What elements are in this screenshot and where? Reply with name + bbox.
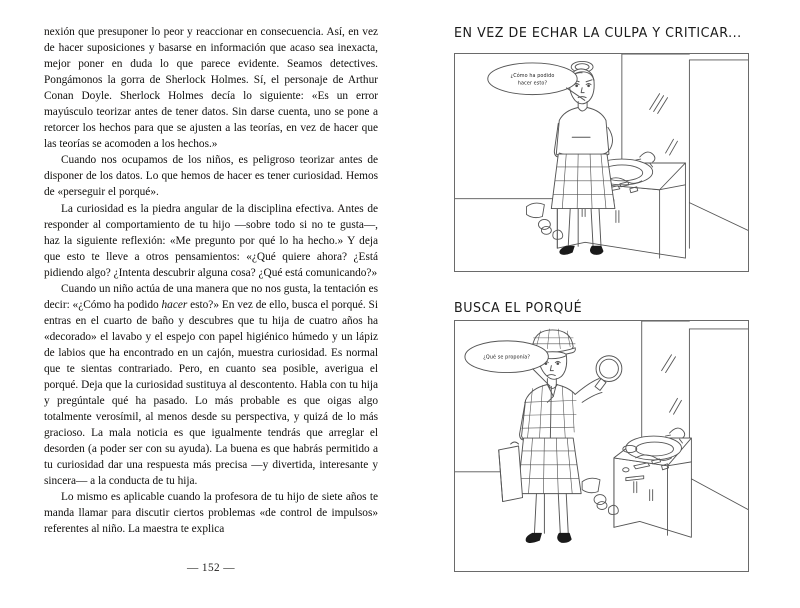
left-text-page: [44, 24, 378, 584]
panel-1-artwork: [455, 54, 748, 271]
paragraph-5: Lo mismo es aplicable cuando la profesora de tu hijo de siete años te manda llamar para discutir ciertos problemas «de control de impulsos» referentes al niño. La maestra te explica: [44, 491, 378, 536]
panel-1-illustration: [454, 53, 749, 272]
panel-2-illustration: [454, 320, 749, 572]
body-text-column: [44, 24, 378, 538]
panel-2-artwork: [455, 321, 748, 571]
paragraph-4-part-a: Cuando un niño actúa de una manera que no nos gusta, la tentación es decir: «¿Cómo ha podido: [44, 282, 378, 311]
paragraph-4-part-b: esto?» En vez de ello, busca el porqué. Si entras en el cuarto de baño y descubres que tu hija de cuatro años ha «decorado» el lavabo y el espejo con papel higiénico húmedo y un lápiz de labios que ha encontrado en un cajón, muestra curiosidad. Es normal que te sientas contrariado. Pero, en cuanto sea posible, averigua el porqué. Deja que la curiosidad sustituya al descontento. Habla con tu hija y pregúntale qué ha pasado. Lo más probable es que oigas algo totalmente verosímil, al menos desde su perspectiva, y quizá de lo más gracioso. La mala noticia es que igualmente tendrás que arreglar el desorden (a poder ser con su ayuda). La buena es que habrás permitido a tu curiosidad dar una respuesta más precisa —y divertida, interesante y sincera— a la conducta de tu hija.: [44, 298, 378, 488]
paragraph-4: [44, 281, 378, 490]
right-illustration-page: [420, 20, 760, 580]
panel-2-speech-bubble: [465, 341, 550, 387]
panel-1-heading: EN VEZ DE ECHAR LA CULPA Y CRITICAR...: [454, 26, 742, 41]
panel-2-heading: BUSCA EL PORQUÉ: [454, 301, 583, 316]
panel-1-speech-bubble: [488, 63, 585, 101]
paragraph-3: La curiosidad es la piedra angular de la disciplina efectiva. Antes de responder al comportamiento de tu hijo —sobre todo si no te gusta—, haz la siguiente reflexión: «Me pregunto por qué lo ha hecho.» Y deja que esto te lleve a otros pensamientos: «¿Qué quiere ahora? ¿Está pidiendo algo? ¿Intenta descubrir alguna cosa? ¿Qué está comunicando?»: [44, 202, 378, 279]
panel-2-bubble-line-1: ¿Qué se proponía?: [483, 354, 531, 361]
panel-1-bubble-line-2: hacer esto?: [517, 80, 548, 87]
paragraph-4-emphasis: hacer: [161, 298, 188, 311]
paragraph-2: Cuando nos ocupamos de los niños, es peligroso teorizar antes de disponer de los datos. Lo que hemos de hacer es tener curiosidad. Hemos de «perseguir el porqué».: [44, 154, 378, 199]
page-number: — 152 —: [187, 562, 235, 574]
panel-1-bubble-line-1: ¿Cómo ha podido: [510, 72, 555, 79]
paragraph-1: nexión que presuponer lo peor y reaccionar en consecuencia. Así, en vez de hacer suposiciones y basarse en información que acaso sea inexacta, mejor poner en duda lo que parece evidente. Seamos detectives. Pongámonos la gorra de Sherlock Holmes. Sí, el personaje de Arthur Conan Doyle. Sherlock Holmes decía lo siguiente: «Es un error mayúsculo teorizar antes de tener datos. Sin darse cuenta, uno se pone a retorcer los hechos para que se ajusten a las teorías, en vez de hacer que las teorías se acomoden a los hechos.»: [44, 26, 378, 151]
